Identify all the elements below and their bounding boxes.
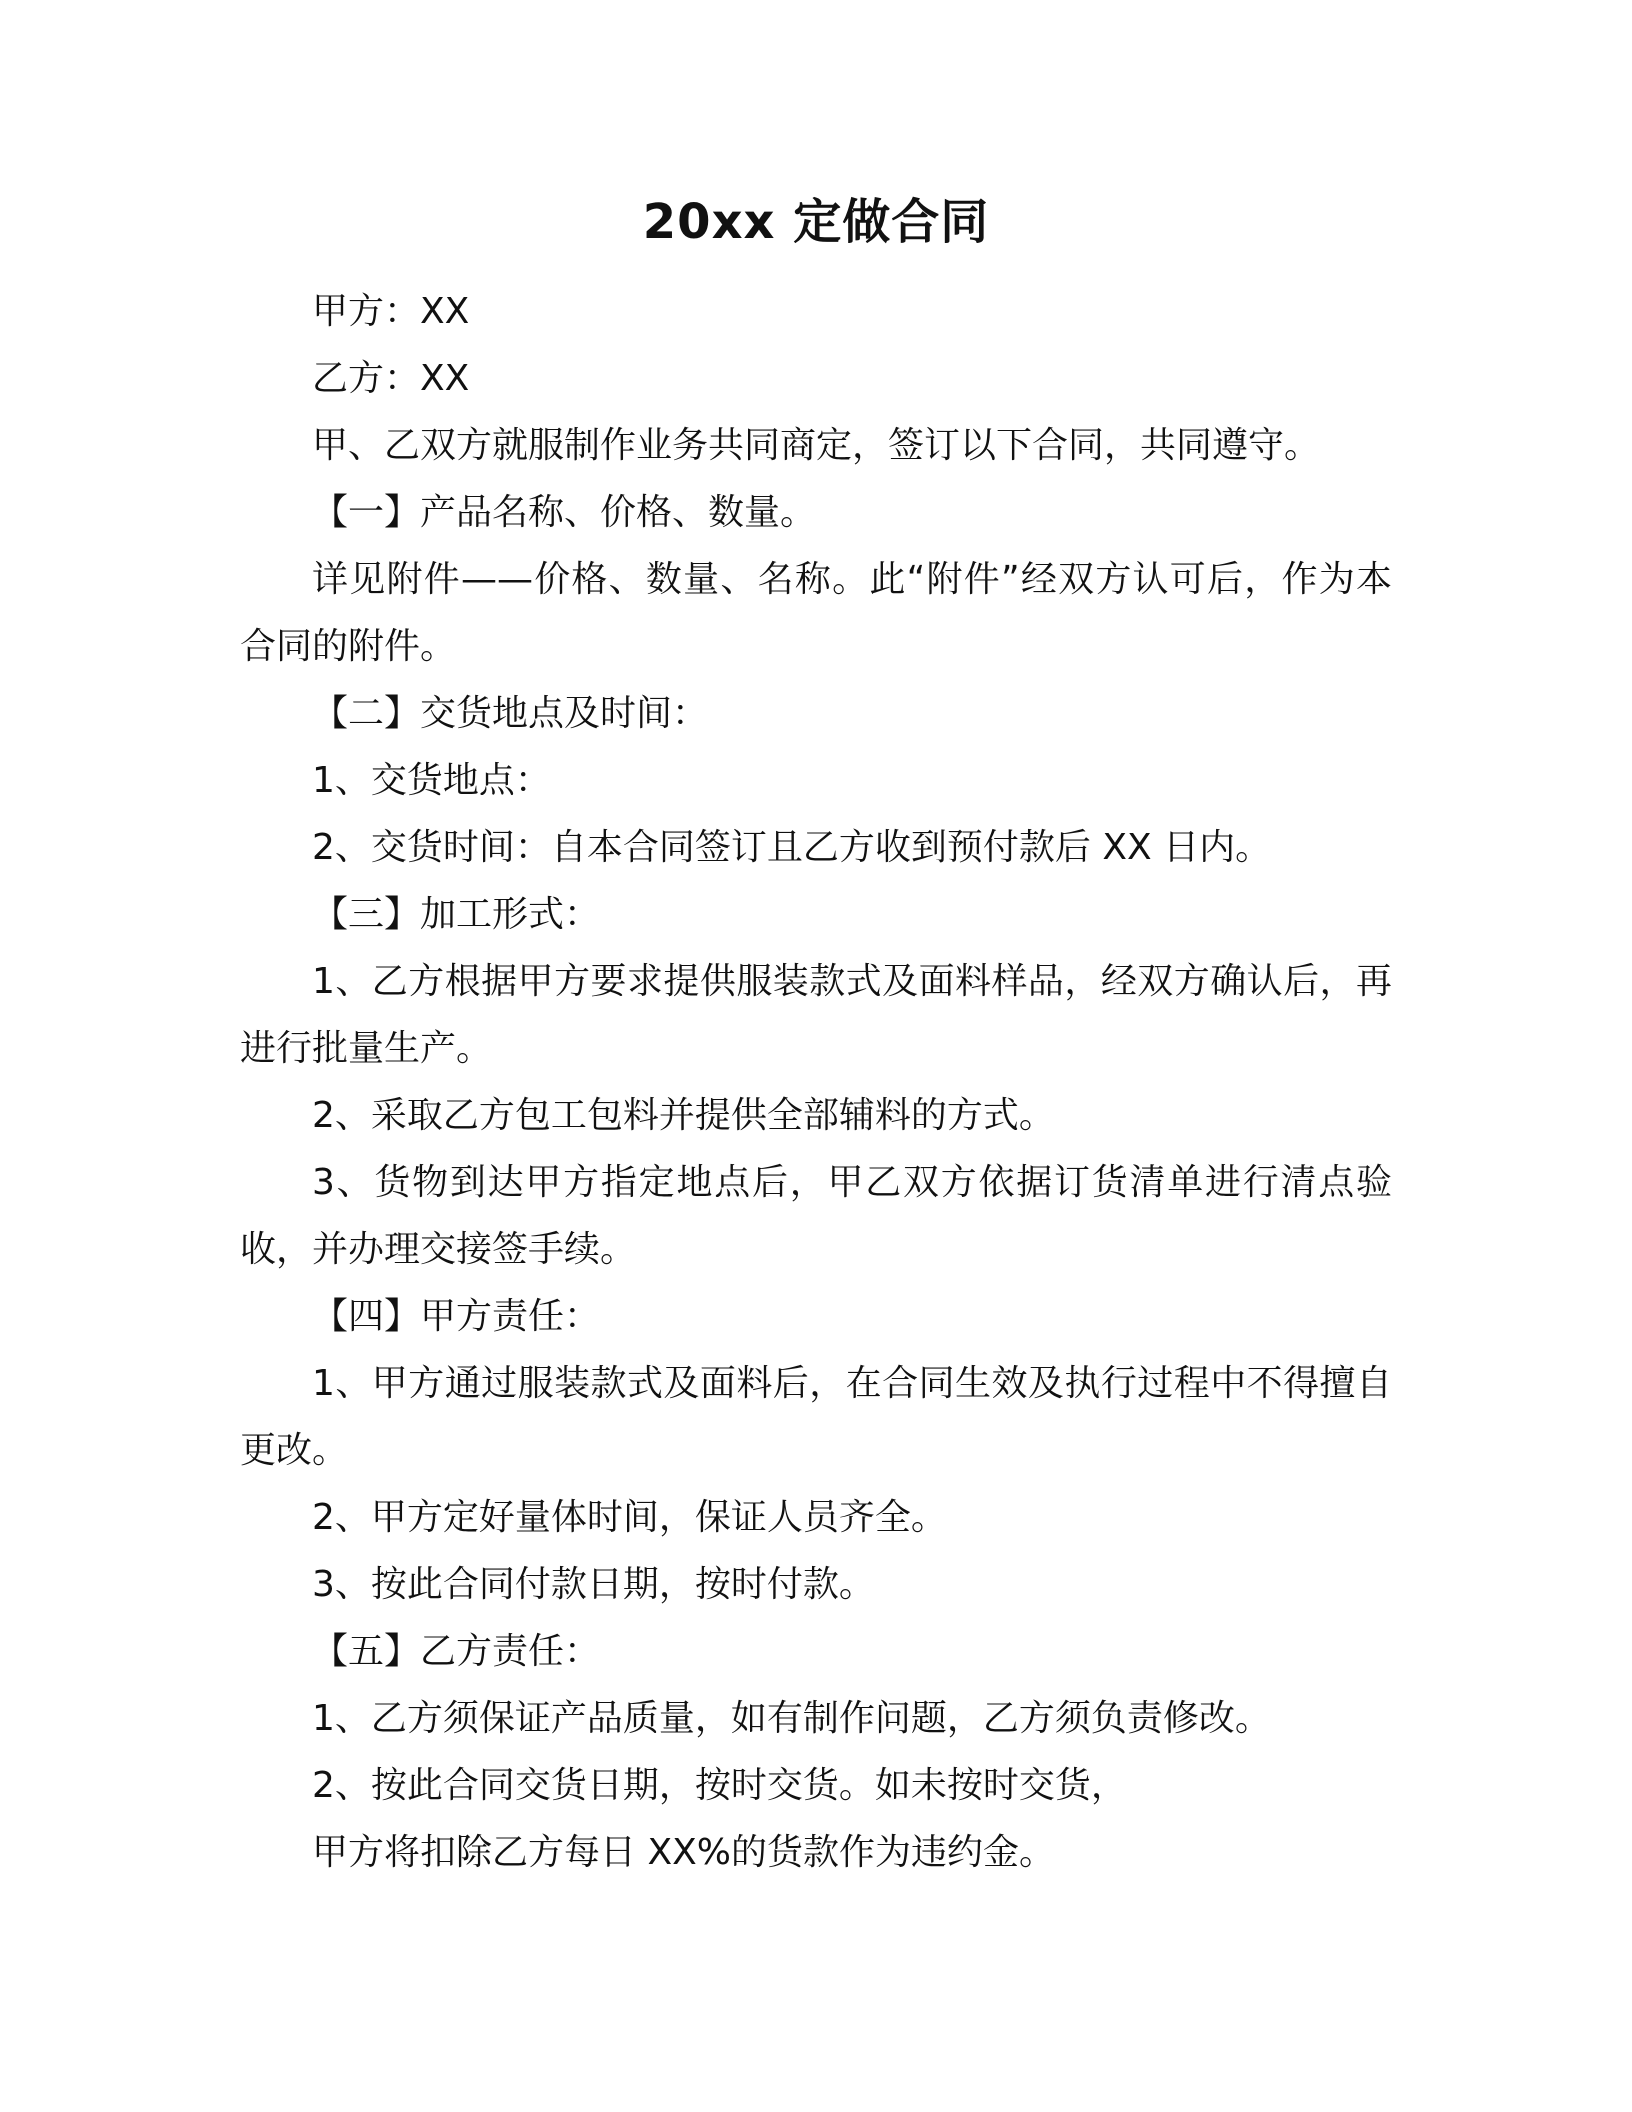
party-a-line: 甲方：XX — [312, 291, 470, 332]
section-5-penalty-line: 甲方将扣除乙方每日 XX%的货款作为违约金。 — [312, 1832, 1055, 1873]
section-4-item-1: 1、甲方通过服装款式及面料后，在合同生效及执行过程中不得擅自更改。 — [240, 1363, 1392, 1471]
section-5-item-2: 2、按此合同交货日期，按时交货。如未按时交货， — [312, 1765, 1127, 1806]
section-2-item-1: 1、交货地点： — [312, 760, 551, 801]
section-4-heading: 【四】甲方责任： — [312, 1296, 601, 1337]
section-1-heading: 【一】产品名称、价格、数量。 — [312, 492, 817, 533]
section-1-paragraph: 详见附件——价格、数量、名称。此“附件”经双方认可后，作为本合同的附件。 — [240, 559, 1392, 667]
section-3-item-2: 2、采取乙方包工包料并提供全部辅料的方式。 — [312, 1095, 1055, 1136]
section-5-heading: 【五】乙方责任： — [312, 1631, 601, 1672]
section-4-item-3: 3、按此合同付款日期，按时付款。 — [312, 1564, 875, 1605]
section-5-item-1: 1、乙方须保证产品质量，如有制作问题，乙方须负责修改。 — [312, 1698, 1271, 1739]
section-3-item-3: 3、货物到达甲方指定地点后，甲乙双方依据订货清单进行清点验收，并办理交接签手续。 — [240, 1162, 1392, 1270]
preamble-paragraph: 甲、乙双方就服制作业务共同商定，签订以下合同，共同遵守。 — [312, 425, 1321, 466]
party-b-line: 乙方：XX — [312, 358, 470, 399]
document-title: 20xx 定做合同 — [642, 194, 990, 250]
section-3-heading: 【三】加工形式： — [312, 894, 601, 935]
section-2-heading: 【二】交货地点及时间： — [312, 693, 709, 734]
document-body — [240, 278, 1392, 1886]
section-2-item-2: 2、交货时间：自本合同签订且乙方收到预付款后 XX 日内。 — [312, 827, 1272, 868]
section-4-item-2: 2、甲方定好量体时间，保证人员齐全。 — [312, 1497, 947, 1538]
section-3-item-1: 1、乙方根据甲方要求提供服装款式及面料样品，经双方确认后，再进行批量生产。 — [240, 961, 1392, 1069]
